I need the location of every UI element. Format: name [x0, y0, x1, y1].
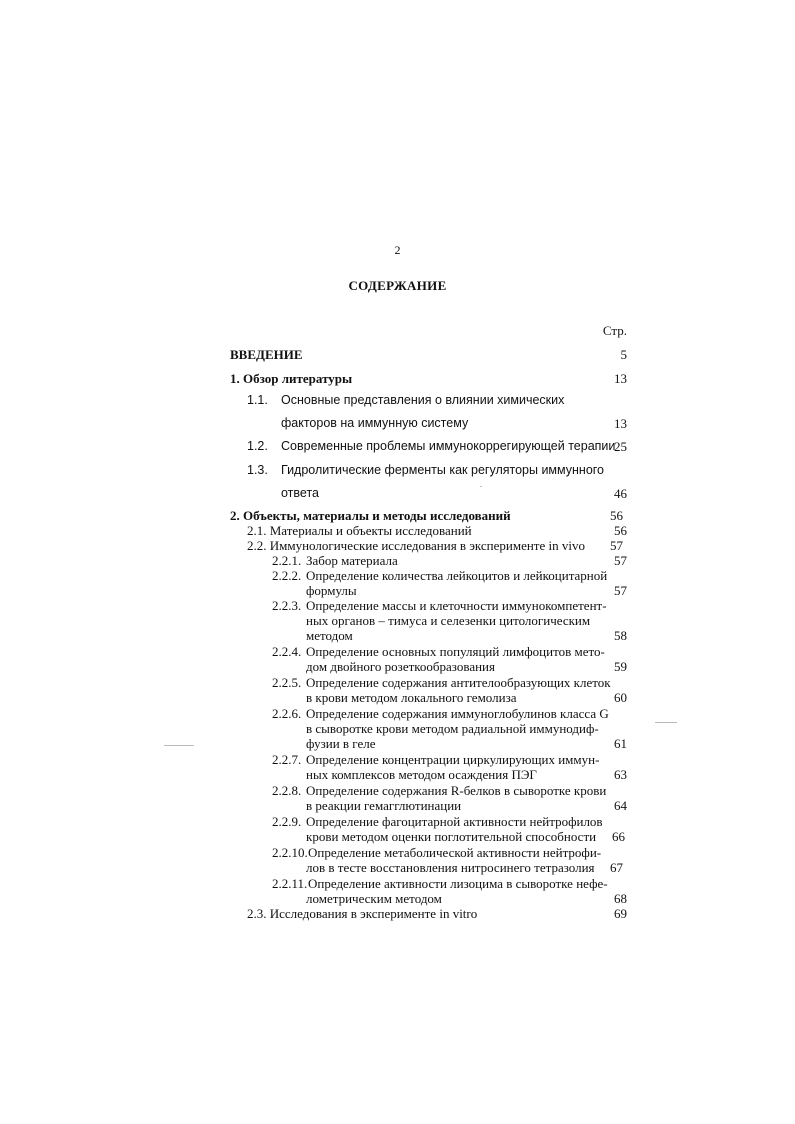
toc-2-2-5-number: 2.2.5. — [272, 675, 302, 690]
toc-2-2-9-number: 2.2.9. — [272, 814, 302, 829]
toc-2-2-4-line1: Определение основных популяций лимфоцитов мето- — [306, 644, 605, 659]
toc-chapter-2: 2. Объекты, материалы и методы исследований — [230, 508, 511, 523]
toc-2-2-9-line2: крови методом оценки поглотительной способности — [306, 829, 597, 844]
toc-2-2-7-page: 63 — [614, 767, 627, 782]
toc-1-1-line2: факторов на иммунную систему — [281, 416, 469, 430]
toc-1-3-page: 46 — [614, 486, 627, 501]
toc-2-2-3-page: 58 — [614, 628, 627, 643]
toc-2-3: 2.3. Исследования в эксперименте in vitro — [247, 906, 478, 921]
toc-2-2-7-number: 2.2.7. — [272, 752, 302, 767]
toc-2-2-10-page: 67 — [610, 860, 623, 875]
toc-2-2-5-line1: Определение содержания антителообразующих клеток — [306, 675, 611, 690]
toc-1-2-line1: Современные проблемы иммунокоррегирующей терапии — [281, 439, 616, 453]
toc-1-2-page: 25 — [614, 439, 627, 454]
toc-2-2-1-page: 57 — [614, 553, 627, 568]
toc-2-2-6-number: 2.2.6. — [272, 706, 302, 721]
toc-1-3-line1: Гидролитические ферменты как регуляторы иммунного — [281, 463, 605, 477]
toc-2-2-page: 57 — [610, 538, 623, 553]
toc-2-2-6-line1: Определение содержания иммуноглобулинов класса G — [306, 706, 609, 721]
toc-2-2-8-line1: Определение содержания R-белков в сыворотке крови — [306, 783, 607, 798]
toc-chapter-2-page: 56 — [610, 508, 623, 523]
toc-1-2-number: 1.2. — [247, 439, 268, 453]
page-column-header: Стр. — [602, 323, 627, 338]
toc-2-2-3-line2: ных органов – тимуса и селезенки цитологическим — [306, 613, 591, 628]
toc-1-1-page: 13 — [614, 416, 627, 431]
toc-2-2-10-line2: лов в тесте восстановления нитросинего тетразолия — [306, 860, 595, 875]
toc-2-2-3-line1: Определение массы и клеточности иммунокомпетент- — [306, 598, 607, 613]
toc-2-2-4-page: 59 — [614, 659, 627, 674]
toc-2-2: 2.2. Иммунологические исследования в эксперименте in vivo — [247, 538, 585, 553]
toc-2-2-8-number: 2.2.8. — [272, 783, 302, 798]
toc-2-2-10-number: 2.2.10. — [272, 845, 308, 860]
toc-2-2-4-line2: дом двойного розеткообразования — [306, 659, 495, 674]
scan-speck — [655, 722, 677, 723]
page-number: 2 — [394, 243, 401, 257]
toc-2-2-6-line3: фузии в геле — [306, 736, 376, 751]
toc-2-2-1-line1: Забор материала — [306, 553, 398, 568]
toc-2-2-5-page: 60 — [614, 690, 627, 705]
scan-speck — [480, 486, 482, 487]
toc-2-2-2-number: 2.2.2. — [272, 568, 302, 583]
toc-2-2-3-number: 2.2.3. — [272, 598, 302, 613]
toc-2-2-6-line2: в сыворотке крови методом радиальной иммунодиф- — [306, 721, 599, 736]
toc-1-1-line1: Основные представления о влиянии химических — [281, 393, 565, 407]
toc-2-2-7-line1: Определение концентрации циркулирующих иммун- — [306, 752, 600, 767]
toc-2-2-11-line2: лометрическим методом — [306, 891, 442, 906]
toc-2-2-4-number: 2.2.4. — [272, 644, 302, 659]
toc-2-2-7-line2: ных комплексов методом осаждения ПЭГ — [306, 767, 537, 782]
toc-1-3-line2: ответа — [281, 486, 319, 500]
toc-2-2-9-page: 66 — [612, 829, 625, 844]
toc-2-1-page: 56 — [614, 523, 627, 538]
toc-2-2-9-line1: Определение фагоцитарной активности нейтрофилов — [306, 814, 603, 829]
toc-2-2-2-line2: формулы — [306, 583, 357, 598]
toc-1-1-number: 1.1. — [247, 393, 268, 407]
page-title: СОДЕРЖАНИЕ — [348, 278, 447, 293]
toc-2-2-2-page: 57 — [614, 583, 627, 598]
toc-2-2-8-page: 64 — [614, 798, 627, 813]
toc-2-2-2-line1: Определение количества лейкоцитов и лейкоцитарной — [306, 568, 608, 583]
toc-1-3-number: 1.3. — [247, 463, 268, 477]
toc-2-2-11-page: 68 — [614, 891, 627, 906]
scan-speck — [164, 745, 194, 746]
toc-2-2-3-line3: методом — [306, 628, 353, 643]
toc-intro-page: 5 — [620, 347, 627, 362]
toc-2-2-6-page: 61 — [614, 736, 627, 751]
toc-intro: ВВЕДЕНИЕ — [230, 347, 303, 362]
toc-chapter-1: 1. Обзор литературы — [230, 371, 353, 386]
toc-2-2-5-line2: в крови методом локального гемолиза — [306, 690, 517, 705]
toc-2-2-11-number: 2.2.11. — [272, 876, 308, 891]
toc-2-3-page: 69 — [614, 906, 627, 921]
toc-2-2-10-line1: Определение метаболической активности нейтрофи- — [308, 845, 602, 860]
toc-2-1: 2.1. Материалы и объекты исследований — [247, 523, 472, 538]
toc-2-2-1-number: 2.2.1. — [272, 553, 302, 568]
toc-chapter-1-page: 13 — [614, 371, 627, 386]
toc-2-2-8-line2: в реакции гемагглютинации — [306, 798, 462, 813]
toc-2-2-11-line1: Определение активности лизоцима в сыворотке нефе- — [308, 876, 608, 891]
